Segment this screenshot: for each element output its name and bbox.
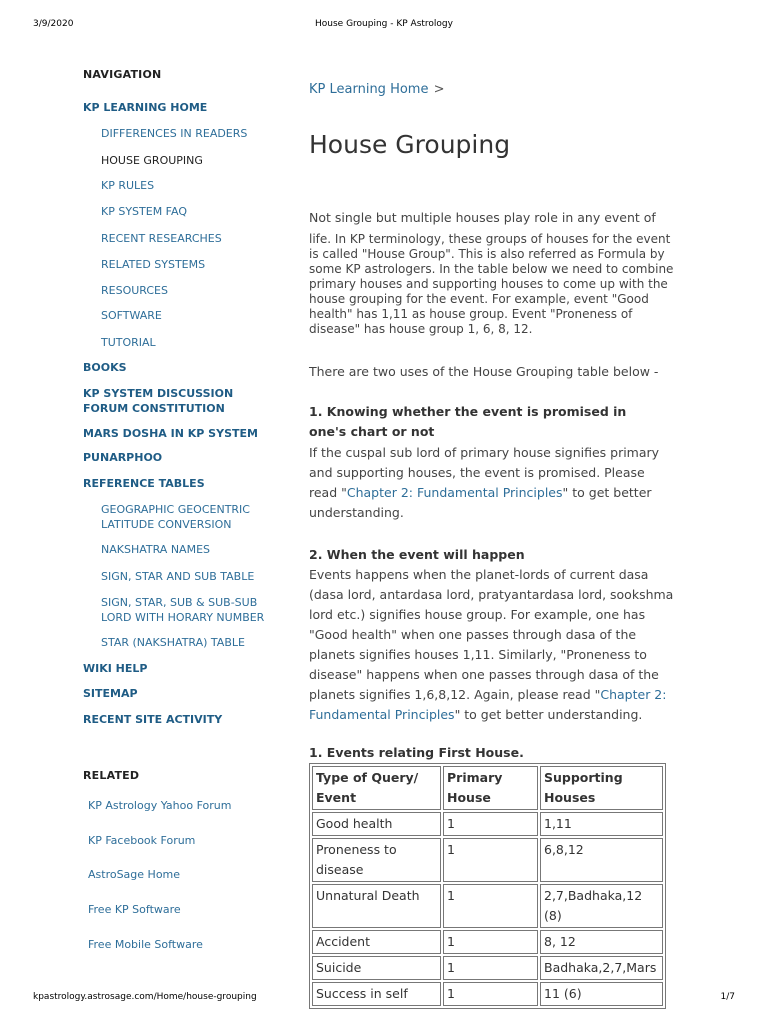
nav-resources[interactable]: RESOURCES [101,284,168,297]
table-row [312,838,663,882]
column-header-type: Type of Query/ Event [312,766,441,810]
column-header-primary: Primary House [443,766,538,810]
table-cell: 1 [443,812,538,836]
nav-star-nakshatra-table[interactable]: STAR (NAKSHATRA) TABLE [101,636,245,649]
table-row [312,930,663,954]
related-kp-facebook-forum[interactable]: KP Facebook Forum [88,834,196,847]
nav-recent-researches[interactable]: RECENT RESEARCHES [101,232,222,245]
table-row [312,982,663,1006]
table-cell: 11 (6) [540,982,663,1006]
table-cell: 6,8,12 [540,838,663,882]
nav-differences-in-readers[interactable]: DIFFERENCES IN READERS [101,127,248,140]
nav-kp-learning-home[interactable]: KP LEARNING HOME [83,101,208,114]
section-2-text-a: Events happens when the planet-lords of current dasa (dasa lord, antardasa lord, pratyantardasa lord, sookshma lord etc.) signifies house group. For example, one has "Good health" when one passes through dasa of the planets signifies houses 1,11. Similarly, "Proneness to disease" happens when one passes through dasa of the planets signifies 1,6,8,12. Again, please read " [309,567,674,702]
column-header-supporting: Supporting Houses [540,766,663,810]
table-cell: Good health [312,812,441,836]
section-1-heading: 1. Knowing whether the event is promised in one's chart or not [309,404,627,439]
section-1-text-b: " to get better understanding. [309,485,652,520]
table-cell: Accident [312,930,441,954]
table-cell: Badhaka,2,7,Mars [540,956,663,980]
chapter-2-link-2[interactable]: Chapter 2: Fundamental Principles [309,687,667,722]
table-cell: 1 [443,838,538,882]
uses-intro: There are two uses of the House Grouping table below - [309,364,659,379]
nav-sign-star-sub-sub-lord[interactable]: SIGN, STAR, SUB & SUB-SUB LORD WITH HORARY NUMBER [101,596,265,624]
nav-geographic-geocentric-latitude[interactable]: GEOGRAPHIC GEOCENTRIC LATITUDE CONVERSION [101,503,250,531]
nav-reference-tables[interactable]: REFERENCE TABLES [83,477,205,490]
nav-sitemap[interactable]: SITEMAP [83,687,138,700]
print-title: House Grouping - KP Astrology [315,19,453,29]
section-1-text [309,443,674,523]
nav-house-grouping[interactable]: HOUSE GROUPING [101,154,203,167]
nav-mars-dosha[interactable]: MARS DOSHA IN KP SYSTEM [83,427,258,440]
table-heading: 1. Events relating First House. [309,745,524,760]
section-2-heading: 2. When the event will happen [309,547,525,562]
table-cell: 8, 12 [540,930,663,954]
table-cell: 1 [443,930,538,954]
intro-first-line: Not single but multiple houses play role in any event of [309,210,656,225]
table-row [312,884,663,928]
table-cell: 1 [443,956,538,980]
nav-recent-site-activity[interactable]: RECENT SITE ACTIVITY [83,713,223,726]
breadcrumb-separator: > [433,82,445,97]
nav-kp-rules[interactable]: KP RULES [101,179,155,192]
nav-tutorial[interactable]: TUTORIAL [101,336,156,349]
nav-software[interactable]: SOFTWARE [101,309,162,322]
nav-books[interactable]: BOOKS [83,361,127,374]
nav-nakshatra-names[interactable]: NAKSHATRA NAMES [101,543,211,556]
page-title: House Grouping [309,130,511,159]
table-cell: 1 [443,884,538,928]
table-cell: 2,7,Badhaka,12 (8) [540,884,663,928]
nav-kp-system-faq[interactable]: KP SYSTEM FAQ [101,205,187,218]
house-group-table [309,763,666,1009]
related-heading: RELATED [83,769,140,782]
print-url: kpastrology.astrosage.com/Home/house-grouping [33,992,257,1002]
chapter-2-link-1[interactable]: Chapter 2: Fundamental Principles [346,485,563,500]
section-2-text [309,565,674,725]
related-kp-yahoo-forum[interactable]: KP Astrology Yahoo Forum [88,799,232,812]
navigation-heading: NAVIGATION [83,68,162,81]
breadcrumb-kp-learning-home[interactable]: KP Learning Home [309,82,429,97]
table-cell: Unnatural Death [312,884,441,928]
table-row [312,956,663,980]
table-cell: Proneness to disease [312,838,441,882]
nav-related-systems[interactable]: RELATED SYSTEMS [101,258,206,271]
related-astrosage-home[interactable]: AstroSage Home [88,868,181,881]
intro-paragraph: life. In KP terminology, these groups of houses for the event is called "House Group". This is also referred as Formula by some KP astrologers. In the table below we need to combine primary houses and supporting houses to come up with the house grouping for the event. For example, event "Good health" has 1,11 as house group. Event "Proneness of disease" has house group 1, 6, 8, 12. [309,232,674,336]
section-2-text-b: " to get better understanding. [454,707,643,722]
table-cell: 1 [443,982,538,1006]
table-cell: Suicide [312,956,441,980]
nav-punarphoo[interactable]: PUNARPHOO [83,451,163,464]
related-free-mobile-software[interactable]: Free Mobile Software [88,938,203,951]
table-cell: Success in self [312,982,441,1006]
table-row [312,812,663,836]
breadcrumb [309,78,444,97]
nav-kp-system-discussion-forum[interactable]: KP SYSTEM DISCUSSION FORUM CONSTITUTION [83,387,234,415]
nav-sign-star-sub-table[interactable]: SIGN, STAR AND SUB TABLE [101,570,255,583]
table-viewport [309,763,666,1001]
nav-wiki-help[interactable]: WIKI HELP [83,662,148,675]
section-1-text-a: If the cuspal sub lord of primary house signifies primary and supporting houses, the event is promised. Please read " [309,445,660,500]
print-date: 3/9/2020 [33,19,74,29]
print-page-number: 1/7 [720,992,735,1002]
table-header-row [312,766,663,810]
table-cell: 1,11 [540,812,663,836]
related-free-kp-software[interactable]: Free KP Software [88,903,181,916]
